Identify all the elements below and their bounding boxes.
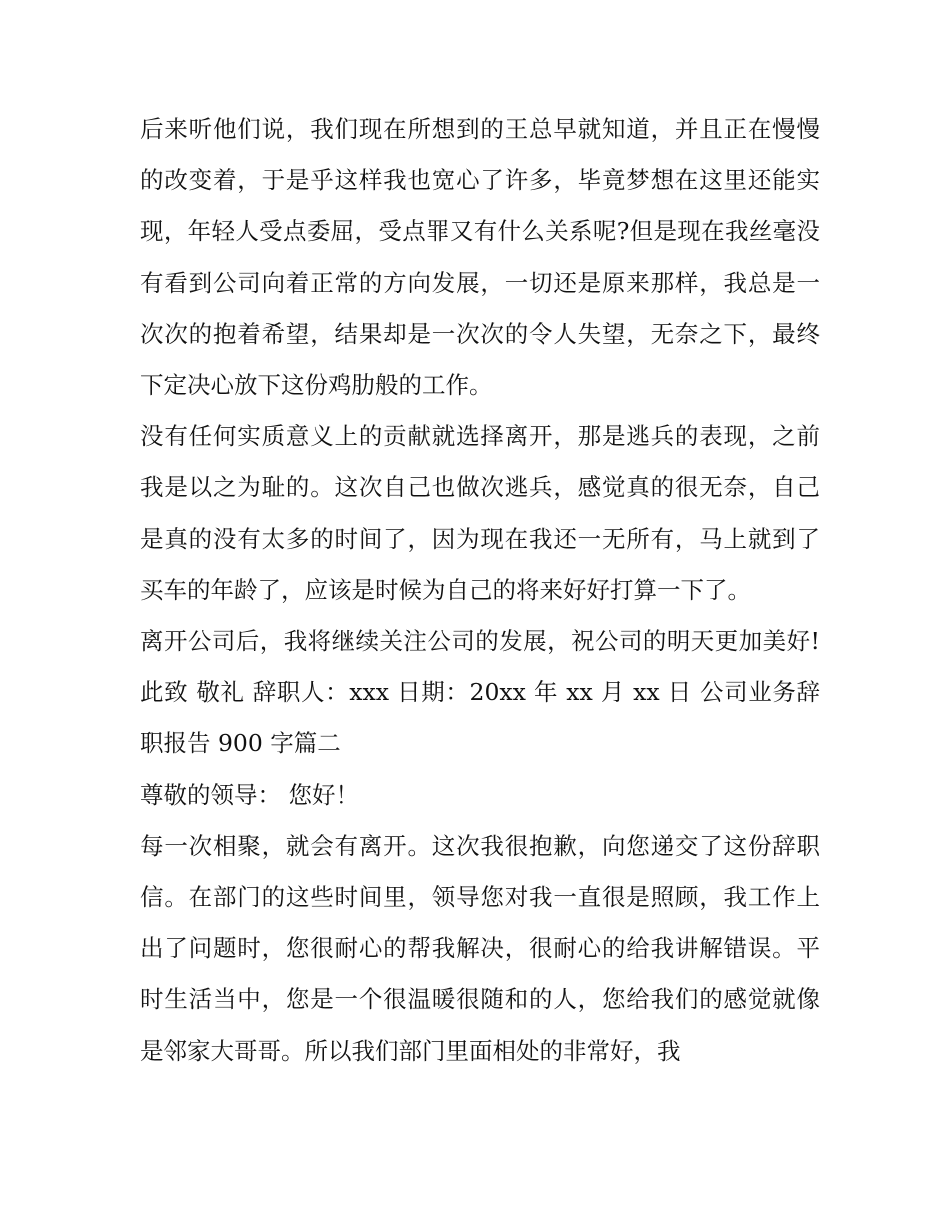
paragraph-salutation: 尊敬的领导： 您好！ xyxy=(140,780,359,809)
paragraph-complaint: 后来听他们说，我们现在所想到的王总早就知道，并且正在慢慢的改变着，于是乎这样我也宽心了许多，毕竟梦想在这里还能实现，年轻人受点委屈，受点罪又有什么关系呢?但是现在我丝毫没有看到公司向着正常的方向发展，一切还是原来那样，我总是一次次的抱着希望，结果却是一次次的令人失望，无奈之下，最终下定决心放下这份鸡肋般的工作。 xyxy=(140,115,820,400)
document-page xyxy=(140,104,820,1077)
paragraph-reason: 没有任何实质意义上的贡献就选择离开，那是逃兵的表现，之前我是以之为耻的。这次自己也做次逃兵，感觉真的很无奈，自己是真的没有太多的时间了，因为现在我还一无所有，马上就到了买车的年龄了，应该是时候为自己的将来好好打算一下了。 xyxy=(140,422,820,604)
paragraph-closing: 离开公司后，我将继续关注公司的发展，祝公司的明天更加美好! 此致 敬礼 辞职人：xxx 日期：20xx 年 xx 月 xx 日 公司业务辞职报告 900 字篇二 xyxy=(140,627,820,758)
paragraph-opening: 每一次相聚，就会有离开。这次我很抱歉，向您递交了这份辞职信。在部门的这些时间里，领导您对我一直很是照顾，我工作上出了问题时，您很耐心的帮我解决，很耐心的给我讲解错误。平时生活当中，您是一个很温暖很随和的人，您给我们的感觉就像是邻家大哥哥。所以我们部门里面相处的非常好，我 xyxy=(140,831,820,1065)
